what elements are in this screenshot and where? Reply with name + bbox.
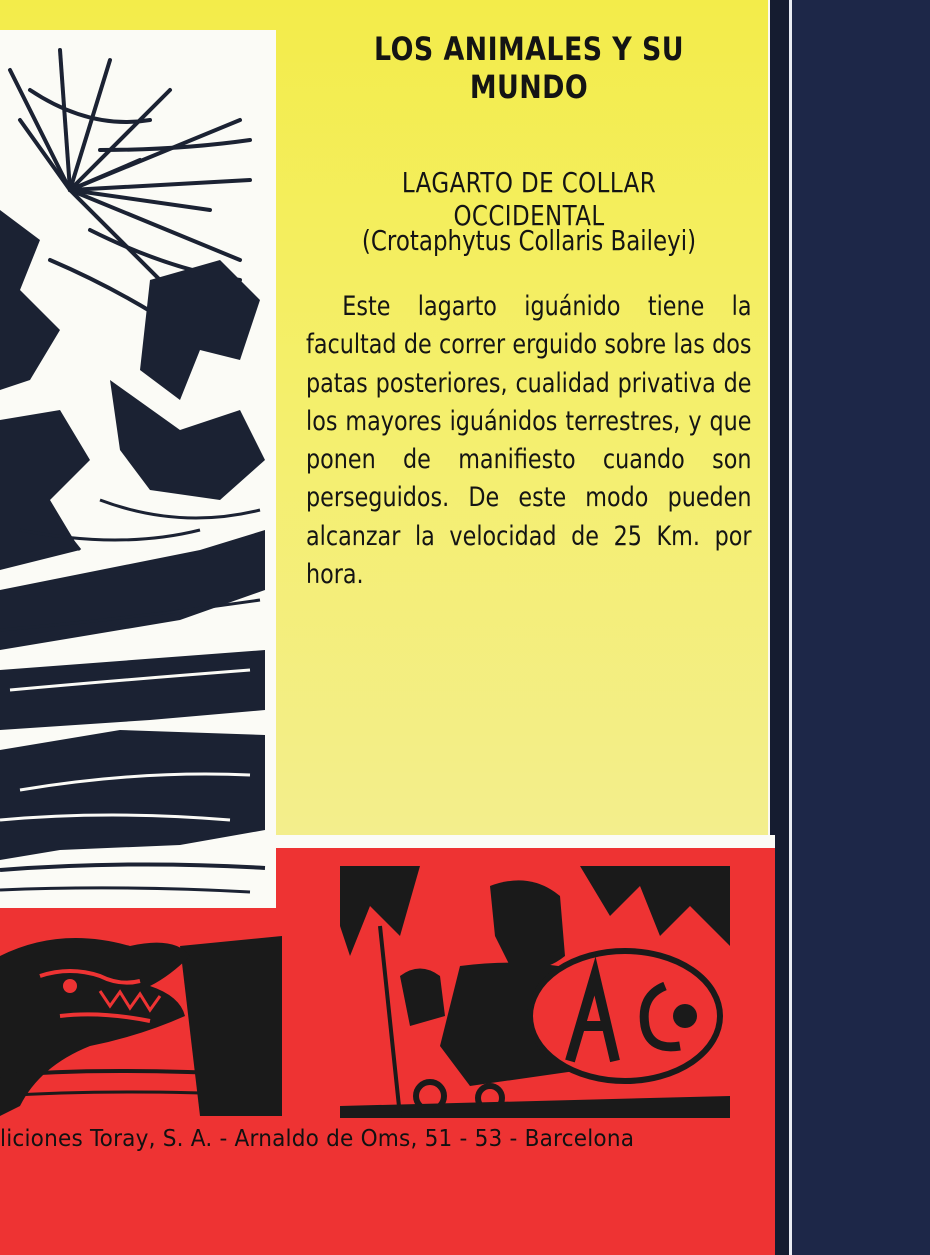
illustration-drawing (0, 30, 276, 908)
lizard-illustration (0, 30, 276, 908)
warriors-drawing (340, 866, 730, 1118)
article-paragraph: Este lagarto iguánido tiene la facultad de correr erguido sobre las dos patas posteriores, cualidad privativa de los mayores iguánidos terrestres, y que ponen de manifiesto cuando son perseguidos. De este modo pueden alcanzar la velocidad de 25 Km. por hora. (306, 291, 752, 591)
navy-spine (775, 0, 930, 1255)
creature-drawing (0, 916, 282, 1116)
section-title: LOS ANIMALES Y SU MUNDO (374, 30, 684, 106)
publisher-credit: liciones Toray, S. A. - Arnaldo de Oms, 51 - 53 - Barcelona (0, 1126, 635, 1152)
spine-rule (789, 0, 792, 1255)
panel-divider (275, 835, 775, 848)
article-title: LAGARTO DE COLLAR OCCIDENTAL (401, 166, 657, 232)
article-subtitle: (Crotaphytus Collaris Baileyi) (361, 224, 697, 257)
warriors-panel (340, 866, 730, 1118)
creature-panel (0, 916, 282, 1116)
article-body (306, 288, 752, 594)
